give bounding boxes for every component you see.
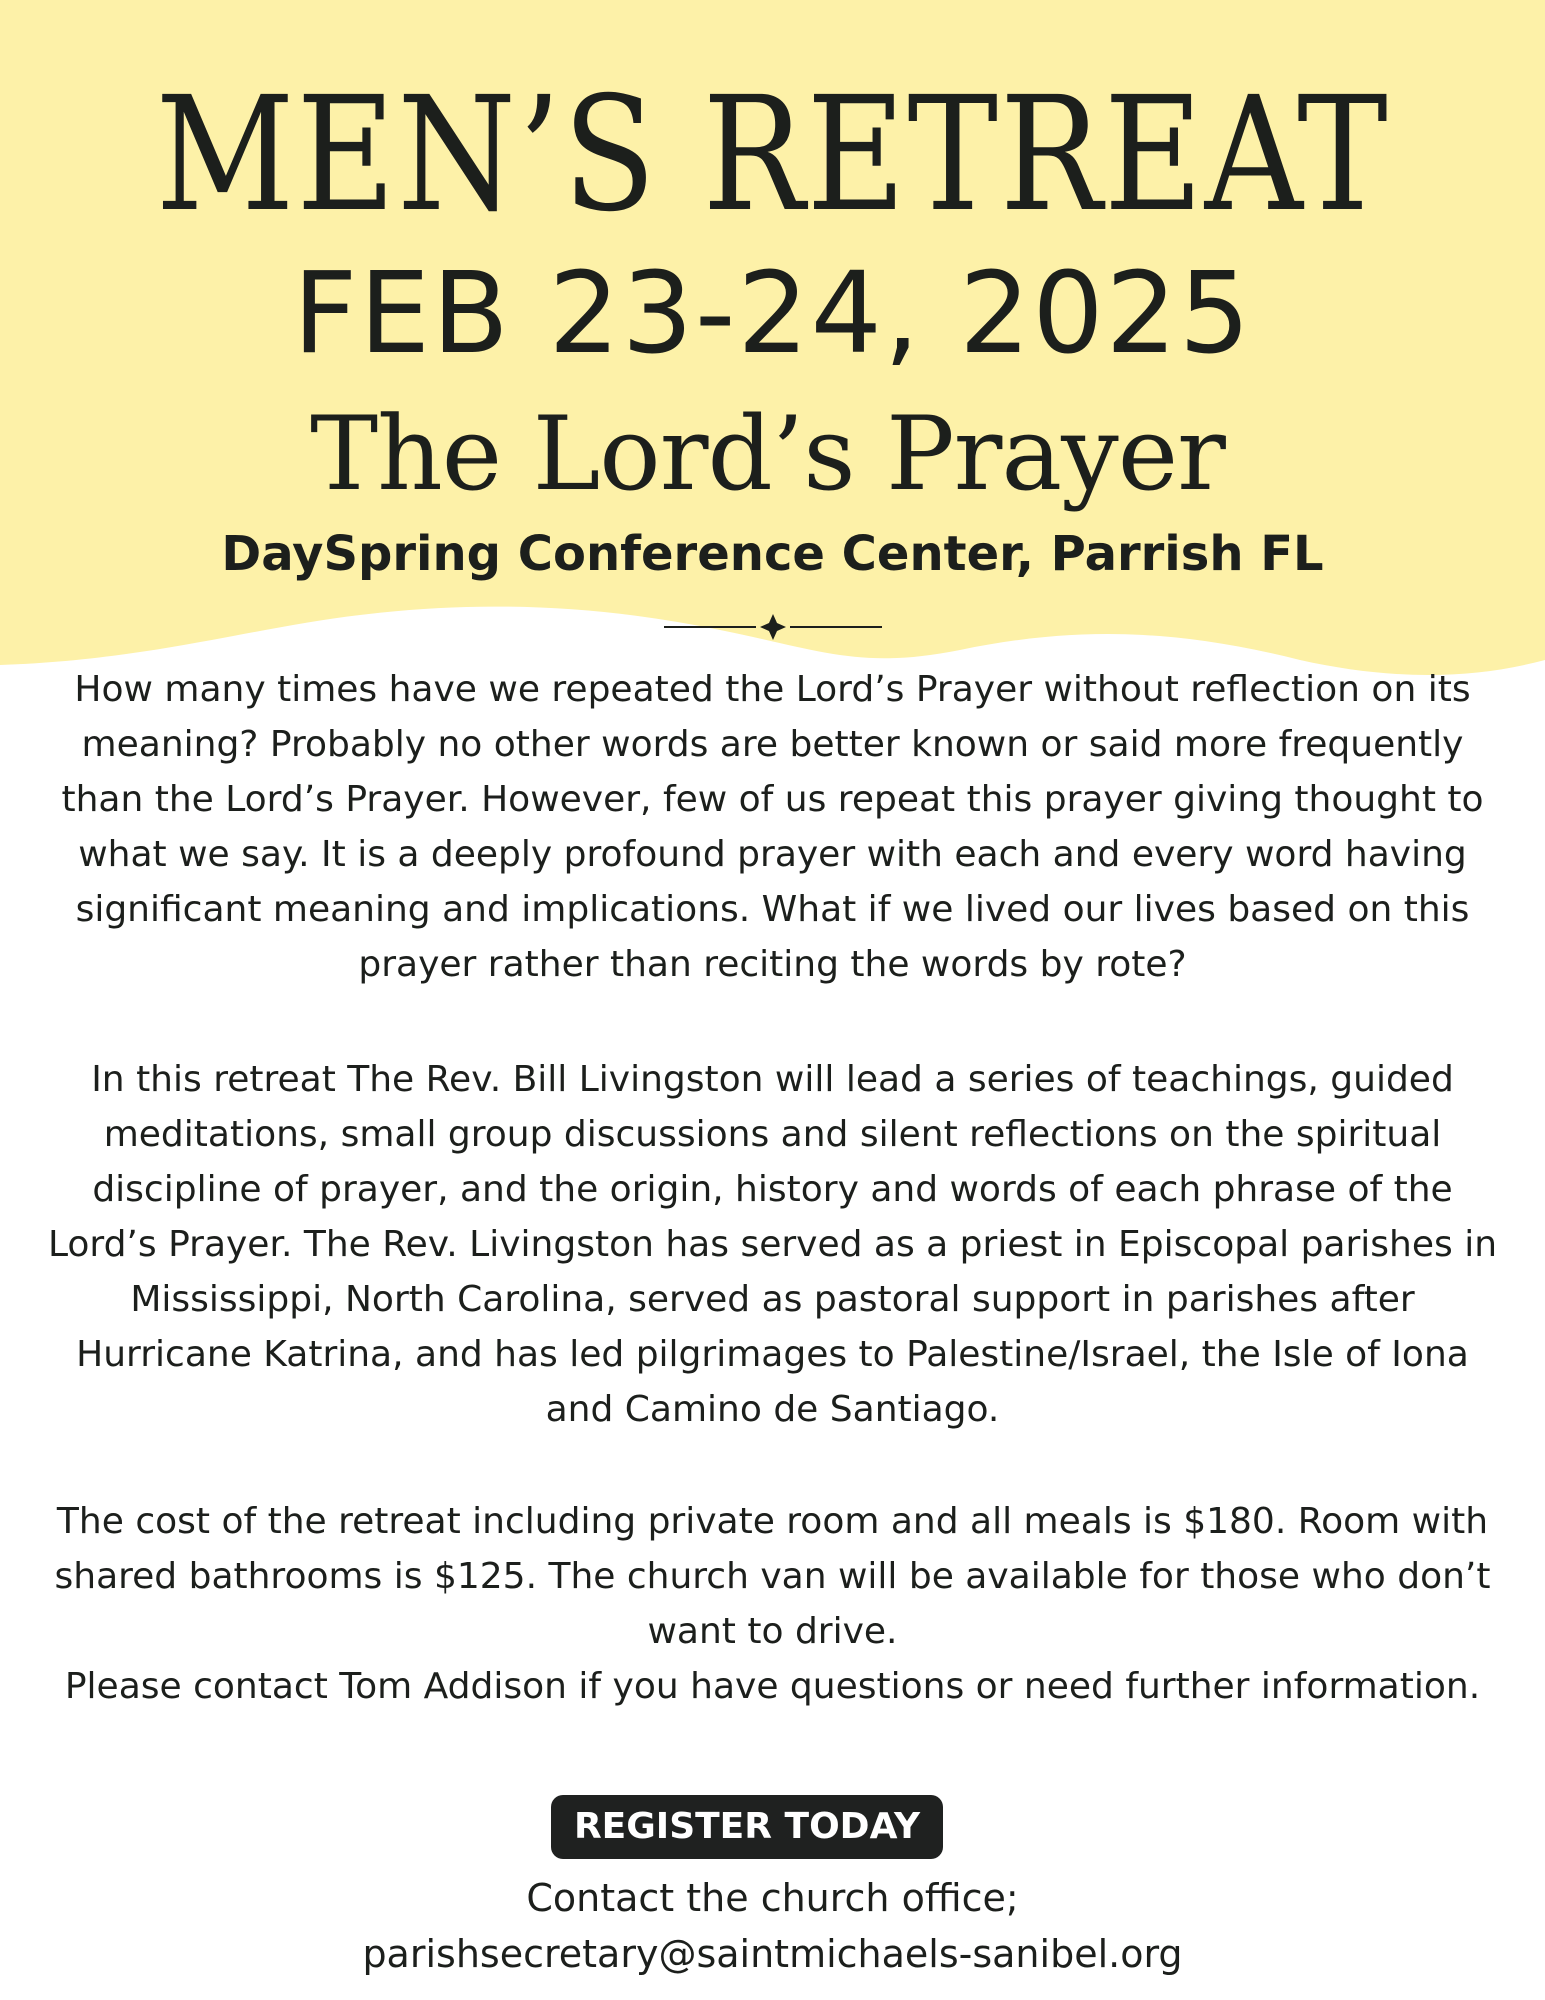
divider-ornament-icon <box>664 612 882 642</box>
venue-location: DaySpring Conference Center, Parrish FL <box>221 526 1324 582</box>
intro-paragraph: How many times have we repeated the Lord’s Prayer without reflection on its meaning? Probably no other words are better known or said more frequently than the Lord’s Prayer. However, few of us repeat this prayer giving thought to what we say. It is a deeply profound prayer with each and every word having significant meaning and implications. What if we lived our lives based on this prayer rather than reciting the words by rote? <box>61 669 1484 985</box>
contact-email-link[interactable]: parishsecretary@saintmichaels-sanibel.org <box>362 1932 1183 1976</box>
page-title: MEN’S RETREAT <box>155 63 1390 247</box>
contact-line: Contact the church office; <box>526 1876 1019 1920</box>
contact-paragraph: Please contact Tom Addison if you have questions or need further information. <box>64 1666 1481 1707</box>
retreat-theme: The Lord’s Prayer <box>310 395 1225 514</box>
leader-paragraph: In this retreat The Rev. Bill Livingston will lead a series of teachings, guided meditations, small group discussions and silent reflections on the spiritual discipline of prayer, and the origin, history and words of each phrase of the Lord’s Prayer. The Rev. Livingston has served as a priest in Episcopal parishes in Mississippi, North Carolina, served as pastoral support in parishes after Hurricane Katrina, and has led pilgrimages to Palestine/Israel, the Isle of Iona and Camino de Santiago. <box>47 1059 1498 1430</box>
event-dates: FEB 23-24, 2025 <box>292 249 1253 379</box>
cost-paragraph: The cost of the retreat including private room and all meals is $180. Room with shared bathrooms is $125. The church van will be available for those who don’t want to drive. <box>54 1501 1491 1652</box>
register-button[interactable]: REGISTER TODAY <box>551 1795 943 1859</box>
